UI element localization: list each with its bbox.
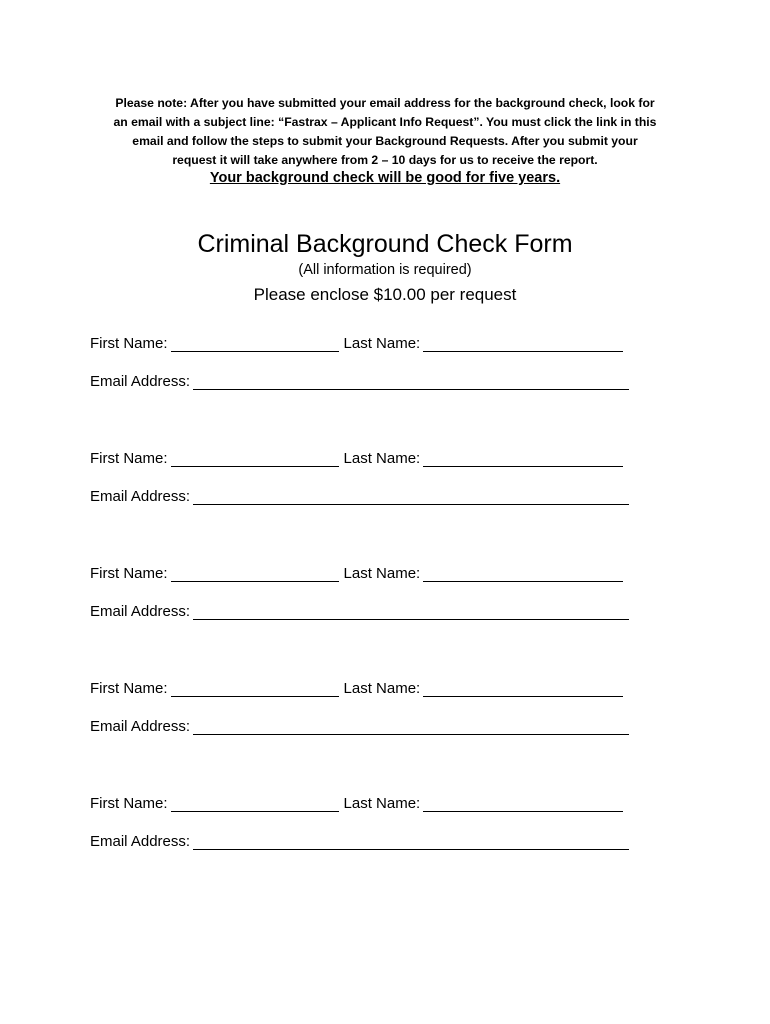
name-row xyxy=(90,449,623,469)
notice-line: an email with a subject line: “Fastrax – Applicant Info Request”. You must click the link in this xyxy=(113,115,657,129)
email-row xyxy=(90,487,629,507)
last-name-label: Last Name: xyxy=(343,565,421,582)
email-field[interactable] xyxy=(193,488,629,505)
last-name-label: Last Name: xyxy=(343,335,421,352)
first-name-label: First Name: xyxy=(90,795,168,812)
name-row xyxy=(90,564,623,584)
validity-notice: Your background check will be good for five years. xyxy=(209,170,561,186)
email-label: Email Address: xyxy=(90,603,191,620)
last-name-field[interactable] xyxy=(423,680,623,697)
first-name-field[interactable] xyxy=(171,450,339,467)
email-field[interactable] xyxy=(193,718,629,735)
form-subtitle: (All information is required) xyxy=(298,262,472,278)
email-row xyxy=(90,372,629,392)
first-name-label: First Name: xyxy=(90,565,168,582)
first-name-label: First Name: xyxy=(90,335,168,352)
name-row xyxy=(90,334,623,354)
email-field[interactable] xyxy=(193,833,629,850)
instructions-notice xyxy=(80,94,690,170)
applicant-entry xyxy=(90,794,650,854)
notice-line: Please note: After you have submitted your email address for the background check, look for xyxy=(115,96,655,110)
email-label: Email Address: xyxy=(90,833,191,850)
first-name-field[interactable] xyxy=(171,680,339,697)
notice-line: request it will take anywhere from 2 – 10 days for us to receive the report. xyxy=(172,153,598,167)
form-title: Criminal Background Check Form xyxy=(197,230,573,258)
notice-line: email and follow the steps to submit your Background Requests. After you submit your xyxy=(132,134,638,148)
last-name-field[interactable] xyxy=(423,335,623,352)
last-name-label: Last Name: xyxy=(343,450,421,467)
last-name-field[interactable] xyxy=(423,565,623,582)
applicant-entry xyxy=(90,679,650,739)
first-name-field[interactable] xyxy=(171,795,339,812)
last-name-field[interactable] xyxy=(423,795,623,812)
first-name-field[interactable] xyxy=(171,565,339,582)
email-field[interactable] xyxy=(193,373,629,390)
last-name-label: Last Name: xyxy=(343,680,421,697)
last-name-label: Last Name: xyxy=(343,795,421,812)
name-row xyxy=(90,794,623,814)
applicant-entry xyxy=(90,449,650,509)
last-name-field[interactable] xyxy=(423,450,623,467)
first-name-field[interactable] xyxy=(171,335,339,352)
email-label: Email Address: xyxy=(90,373,191,390)
first-name-label: First Name: xyxy=(90,450,168,467)
email-row xyxy=(90,717,629,737)
fee-note: Please enclose $10.00 per request xyxy=(253,285,517,304)
applicant-entry xyxy=(90,564,650,624)
applicant-entry xyxy=(90,334,650,394)
email-row xyxy=(90,832,629,852)
email-label: Email Address: xyxy=(90,488,191,505)
name-row xyxy=(90,679,623,699)
email-row xyxy=(90,602,629,622)
email-label: Email Address: xyxy=(90,718,191,735)
first-name-label: First Name: xyxy=(90,680,168,697)
email-field[interactable] xyxy=(193,603,629,620)
